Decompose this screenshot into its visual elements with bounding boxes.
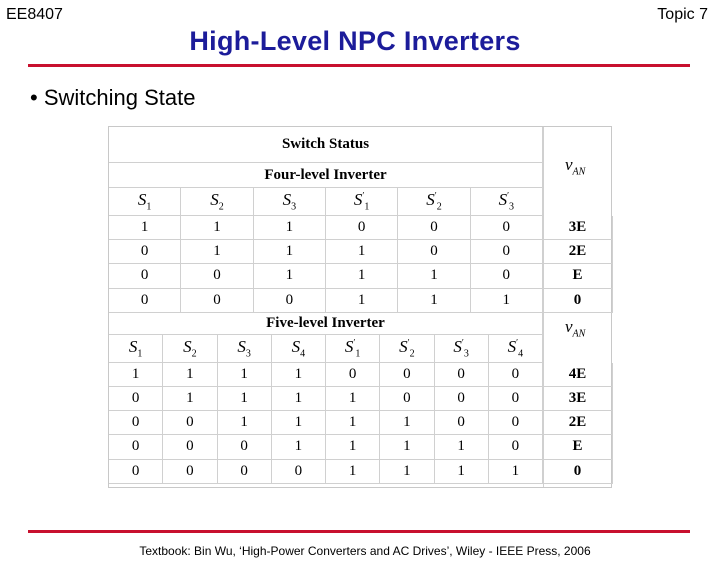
four-level-switch-state: 0 [326,216,398,240]
five-level-switch-state: 1 [109,363,163,387]
four-level-output-voltage: 3E [543,216,613,240]
four-level-table-row [109,216,613,240]
four-level-col-header: $S'_3$ [471,188,543,216]
five-level-switch-state: 0 [435,411,489,435]
four-level-switch-state: 1 [398,289,470,313]
five-level-switch-state: 1 [272,435,326,459]
five-level-switch-state: 1 [272,363,326,387]
five-level-output-voltage: 0 [543,460,613,484]
five-level-switch-state: 0 [163,435,217,459]
four-level-switch-state: 1 [398,264,470,288]
five-level-col-header: $S_1$ [109,335,163,363]
five-level-switch-state: 1 [380,435,434,459]
five-level-col-header: $S_3$ [218,335,272,363]
four-level-col-header: $S'_1$ [326,188,398,216]
switching-state-table [108,126,612,488]
five-level-table-row [109,460,613,484]
four-level-col-header: $S_1$ [109,188,181,216]
four-level-switch-state: 0 [398,240,470,264]
four-level-switch-state: 0 [471,216,543,240]
five-level-switch-state: 1 [272,387,326,411]
four-level-switch-state: 1 [471,289,543,313]
five-level-table-row [109,363,613,387]
four-level-switch-state: 0 [181,289,253,313]
five-level-switch-state: 0 [163,460,217,484]
five-level-switch-state: 0 [380,363,434,387]
five-level-switch-state: 1 [326,460,380,484]
five-level-switch-state: 0 [109,460,163,484]
five-level-switch-state: 0 [109,435,163,459]
five-level-switch-state: 1 [326,387,380,411]
five-level-switch-state: 1 [380,411,434,435]
course-code: EE8407 [6,6,63,23]
five-level-switch-state: 0 [272,460,326,484]
four-level-switch-state: 0 [109,264,181,288]
four-level-switch-state: 0 [109,289,181,313]
four-level-output-voltage: E [543,264,613,288]
four-level-label: Four-level Inverter [109,163,543,188]
five-level-output-voltage: 4E [543,363,613,387]
output-voltage-header: $v_{AN}$ [565,155,586,178]
four-level-table-row [109,240,613,264]
five-level-switch-state: 0 [380,387,434,411]
four-level-switch-state: 1 [254,240,326,264]
five-level-switch-state: 0 [109,387,163,411]
four-level-column-header-row [109,188,543,216]
five-level-switch-state: 0 [163,411,217,435]
four-level-switch-state: 0 [398,216,470,240]
footer-citation: Textbook: Bin Wu, ‘High-Power Converters and AC Drives’, Wiley - IEEE Press, 2006 [139,544,591,558]
five-level-table-row [109,387,613,411]
four-level-switch-state: 1 [326,289,398,313]
four-level-switch-state: 1 [254,264,326,288]
bullet-heading: • Switching State [30,85,196,110]
switch-status-header: Switch Status [109,127,543,163]
four-level-switch-state: 1 [254,216,326,240]
four-level-switch-state: 0 [471,264,543,288]
five-level-label-row [109,313,543,335]
five-level-col-header: $S_4$ [272,335,326,363]
four-level-table-row [109,289,613,313]
five-level-switch-state: 0 [326,363,380,387]
four-level-switch-state: 1 [181,216,253,240]
five-level-switch-state: 1 [380,460,434,484]
four-level-switch-state: 1 [326,240,398,264]
five-level-switch-state: 0 [489,411,543,435]
five-level-switch-state: 0 [109,411,163,435]
four-level-switch-state: 0 [254,289,326,313]
four-level-switch-state: 0 [181,264,253,288]
four-level-switch-state: 1 [181,240,253,264]
four-level-switch-state: 1 [109,216,181,240]
five-level-col-header: $S'_2$ [380,335,434,363]
four-level-col-header: $S_3$ [254,188,326,216]
four-level-switch-state: 1 [326,264,398,288]
five-level-switch-state: 0 [218,460,272,484]
five-level-table-row [109,411,613,435]
five-level-switch-state: 0 [489,435,543,459]
output-voltage-header: $v_{AN}$ [565,316,586,340]
five-level-switch-state: 1 [218,387,272,411]
four-level-col-header: $S'_2$ [398,188,470,216]
five-level-col-header: $S'_4$ [489,335,543,363]
five-level-switch-state: 1 [326,435,380,459]
five-level-switch-state: 1 [163,387,217,411]
four-level-col-header: $S_2$ [181,188,253,216]
five-level-switch-state: 0 [435,387,489,411]
five-level-label: Five-level Inverter [109,313,543,335]
five-level-output-voltage: E [543,435,613,459]
five-level-switch-state: 0 [489,387,543,411]
table-header-row [109,127,543,163]
five-level-column-header-row [109,335,543,363]
top-divider [28,64,690,67]
five-level-switch-state: 1 [218,363,272,387]
five-level-col-header: $S'_3$ [435,335,489,363]
five-level-switch-state: 0 [218,435,272,459]
four-level-table-row [109,264,613,288]
four-level-output-voltage: 2E [543,240,613,264]
slide-title: High-Level NPC Inverters [189,26,521,56]
five-level-switch-state: 1 [218,411,272,435]
five-level-col-header: $S_2$ [163,335,217,363]
five-level-output-voltage: 3E [543,387,613,411]
four-level-output-voltage: 0 [543,289,613,313]
five-level-switch-state: 1 [489,460,543,484]
five-level-col-header: $S'_1$ [326,335,380,363]
four-level-switch-state: 0 [471,240,543,264]
five-level-table-row [109,435,613,459]
bottom-divider [28,530,690,533]
five-level-output-voltage: 2E [543,411,613,435]
five-level-switch-state: 1 [435,435,489,459]
five-level-switch-state: 1 [272,411,326,435]
five-level-switch-state: 1 [435,460,489,484]
five-level-switch-state: 1 [163,363,217,387]
five-level-switch-state: 0 [489,363,543,387]
four-level-label-row [109,163,543,188]
five-level-switch-state: 0 [435,363,489,387]
four-level-switch-state: 0 [109,240,181,264]
topic-label: Topic 7 [657,6,708,23]
five-level-switch-state: 1 [326,411,380,435]
